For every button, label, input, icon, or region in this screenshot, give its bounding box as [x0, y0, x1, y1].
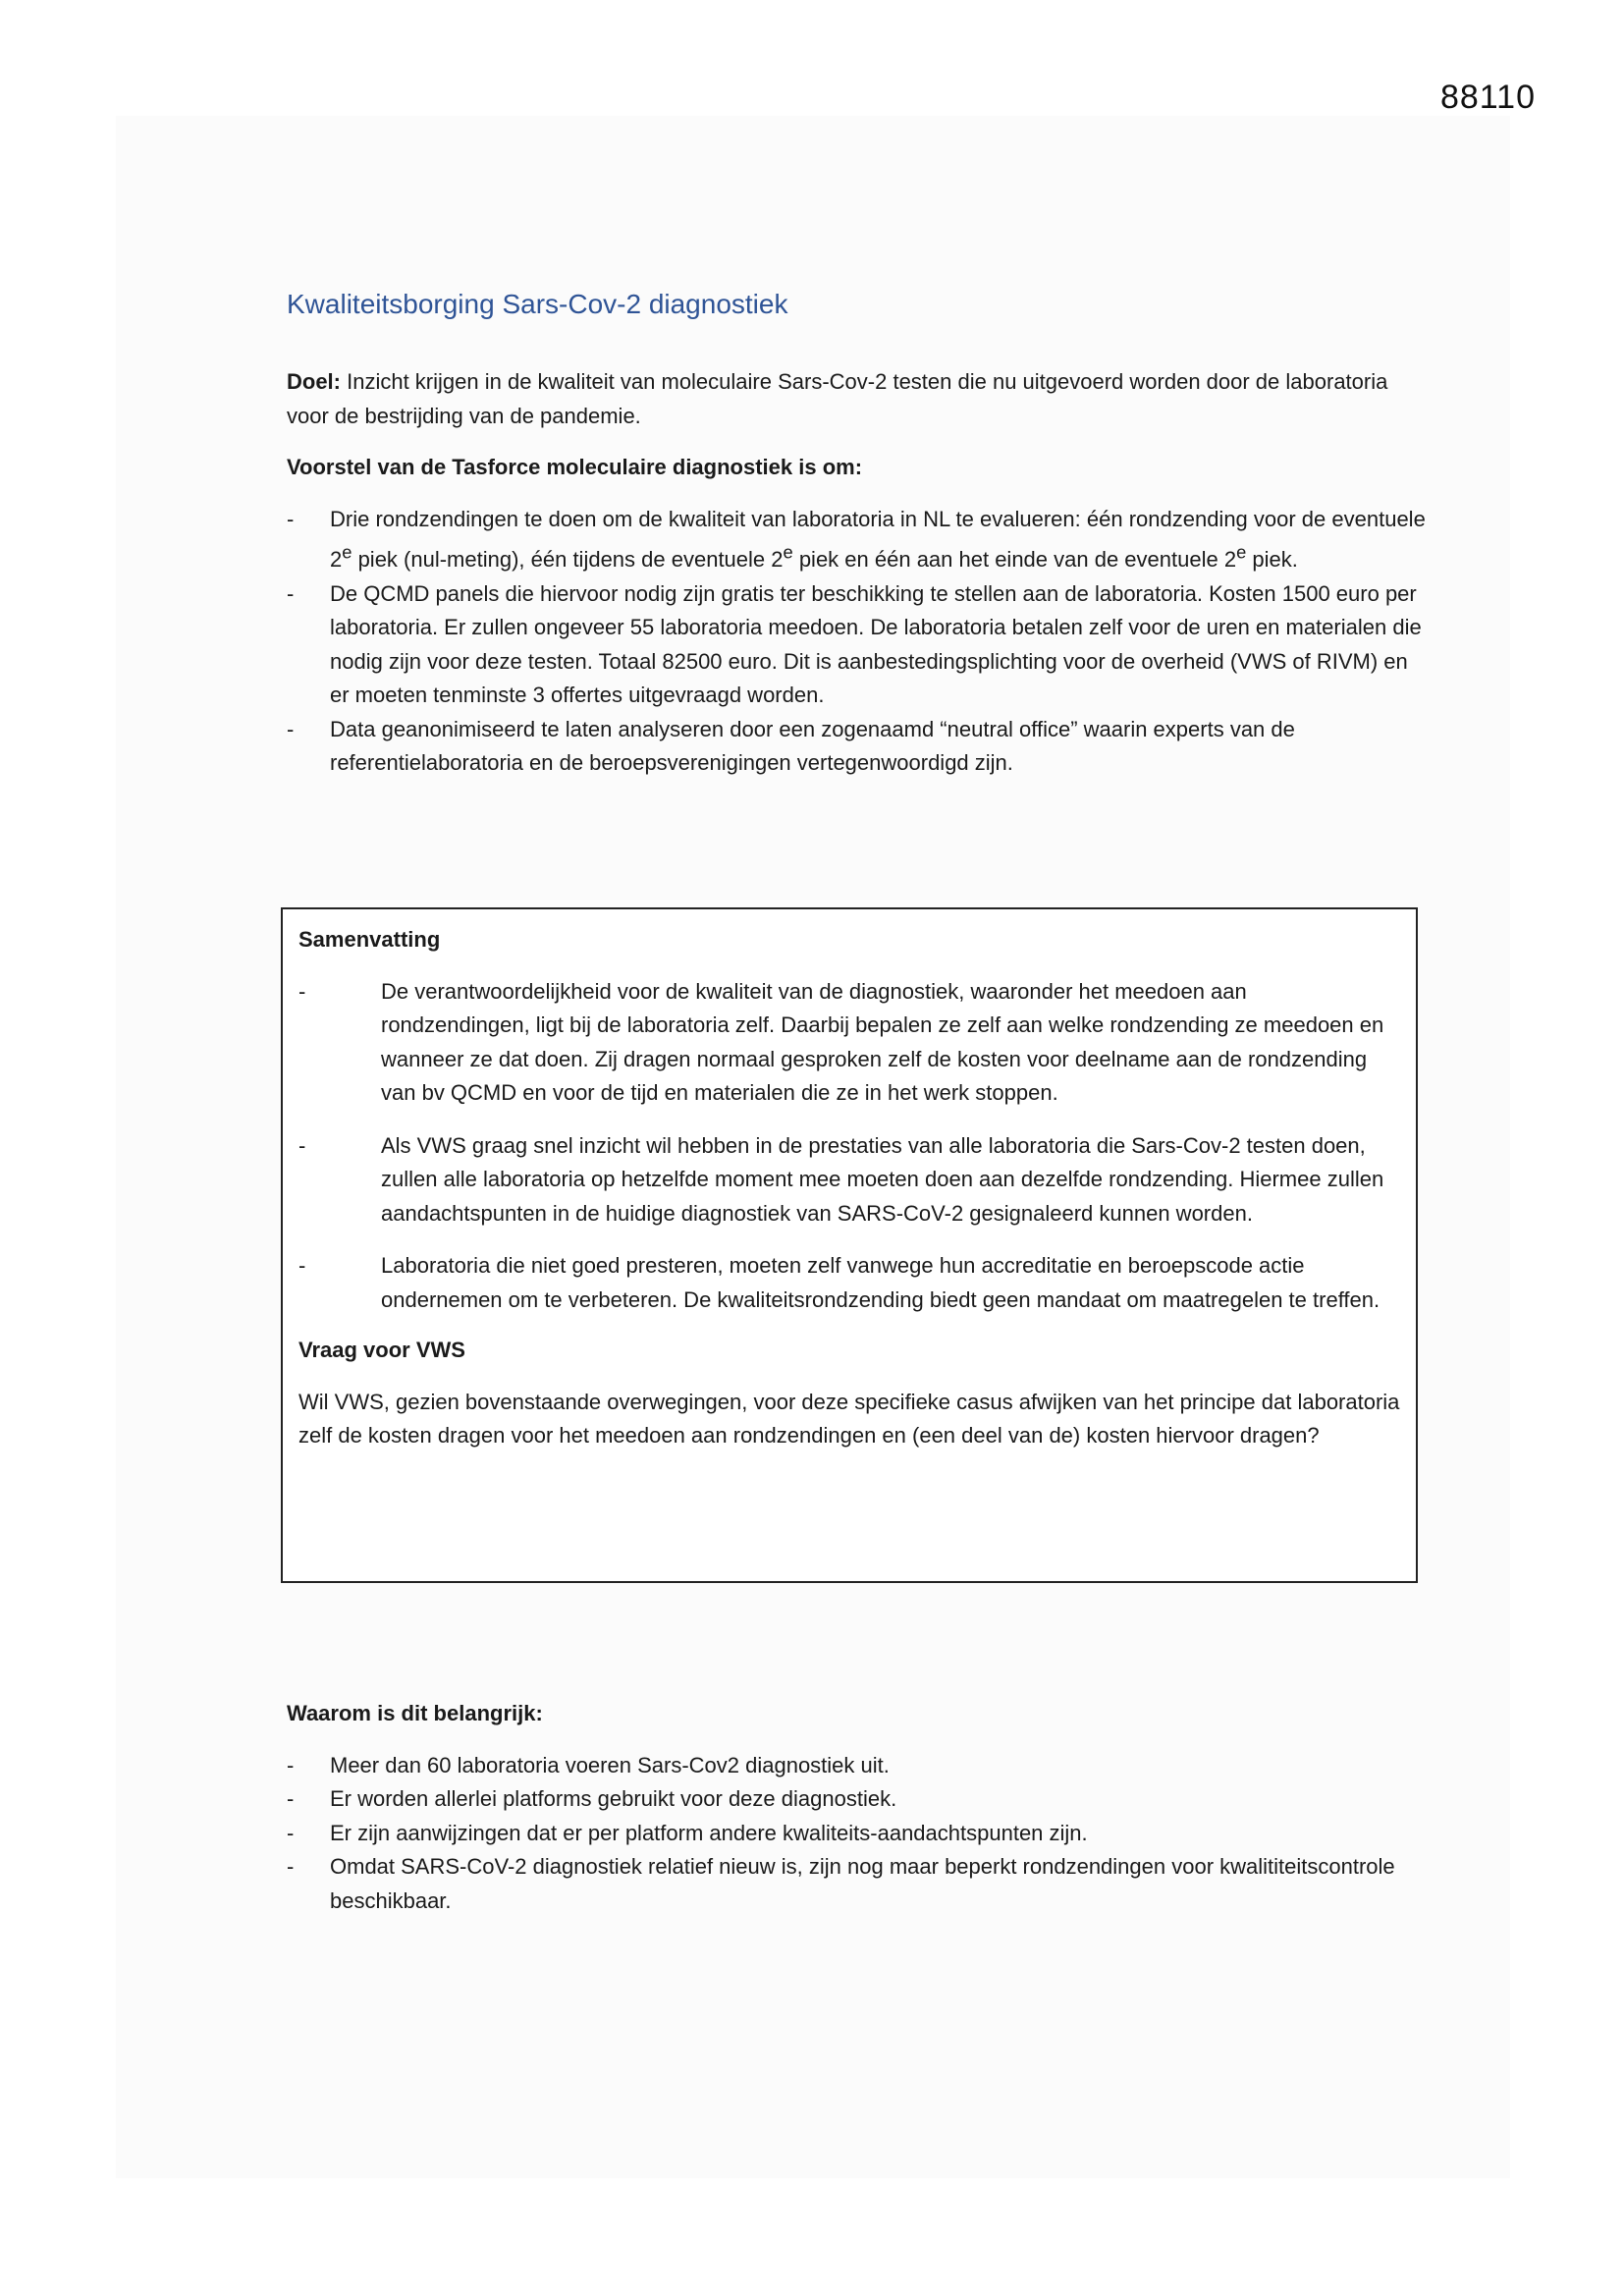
- samenvatting-item-text: Laboratoria die niet goed presteren, moeten zelf vanwege hun accreditatie en beroepscode actie ondernemen om te verbeteren. De kwaliteitsrondzending biedt geen mandaat om maatregelen te treffen.: [381, 1253, 1380, 1312]
- voorstel-item: [287, 713, 1426, 781]
- voorstel-item-text: De QCMD panels die hiervoor nodig zijn gratis ter beschikking te stellen aan de laboratoria. Kosten 1500 euro per laboratoria. Er zullen ongeveer 55 laboratoria meedoen. De laboratoria betalen zelf voor de uren en materialen die nodig zijn voor deze testen. Totaal 82500 euro. Dit is aanbestedingsplichting voor de overheid (VWS of RIVM) en er moeten tenminste 3 offertes uitgevraagd worden.: [330, 580, 1422, 708]
- waarom-item-text: Er worden allerlei platforms gebruikt voor deze diagnostiek.: [330, 1786, 897, 1811]
- waarom-item-text: Omdat SARS-CoV-2 diagnostiek relatief nieuw is, zijn nog maar beperkt rondzendingen voor kwalititeitscontrole beschikbaar.: [330, 1854, 1395, 1913]
- dash-bullet: -: [287, 580, 295, 606]
- voorstel-item: [287, 577, 1426, 713]
- voorstel-item: [287, 503, 1426, 577]
- doel-paragraph: [287, 365, 1426, 433]
- dash-bullet: -: [287, 716, 295, 741]
- dash-bullet: -: [287, 1786, 295, 1811]
- waarom-heading: Waarom is dit belangrijk:: [287, 1701, 543, 1725]
- waarom-item-text: Meer dan 60 laboratoria voeren Sars-Cov2 diagnostiek uit.: [330, 1752, 890, 1777]
- dash-bullet: -: [298, 1132, 306, 1158]
- voorstel-item-text: Data geanonimiseerd te laten analyseren door een zogenaamd “neutral office” waarin experts van de referentielaboratoria en de beroepsverenigingen vertegenwoordigd zijn.: [330, 716, 1295, 776]
- document-title: Kwaliteitsborging Sars-Cov-2 diagnostiek: [287, 289, 788, 319]
- doel-text: Inzicht krijgen in de kwaliteit van moleculaire Sars-Cov-2 testen die nu uitgevoerd worden door de laboratoria voor de bestrijding van de pandemie.: [287, 369, 1388, 428]
- samenvatting-heading: Samenvatting: [298, 927, 441, 952]
- samenvatting-item: [298, 1249, 1400, 1317]
- waarom-item-text: Er zijn aanwijzingen dat er per platform andere kwaliteits-aandachtspunten zijn.: [330, 1820, 1088, 1845]
- waarom-item: [287, 1850, 1426, 1918]
- samenvatting-list: [298, 975, 1400, 1318]
- vraag-text: Wil VWS, gezien bovenstaande overwegingen, voor deze specifieke casus afwijken van het principe dat laboratoria zelf de kosten dragen voor het meedoen aan rondzendingen en (een deel van de) kosten hiervoor dragen?: [298, 1389, 1400, 1448]
- samenvatting-item-text: Als VWS graag snel inzicht wil hebben in de prestaties van alle laboratoria die Sars-Cov-2 testen doen, zullen alle laboratoria op hetzelfde moment mee moeten doen aan dezelfde rondzending. Hiermee zullen aandachtspunten in de huidige diagnostiek van SARS-CoV-2 gesignaleerd kunnen worden.: [381, 1132, 1384, 1226]
- samenvatting-item-text: De verantwoordelijkheid voor de kwaliteit van de diagnostiek, waaronder het meedoen aan rondzendingen, ligt bij de laboratoria zelf. Daarbij bepalen ze zelf aan welke rondzending ze meedoen en wanneer ze dat doen. Zij dragen normaal gesproken zelf de kosten voor deelname aan de rondzending van bv QCMD en voor de tijd en materialen die ze in het werk stoppen.: [381, 978, 1384, 1105]
- vraag-heading: Vraag voor VWS: [298, 1338, 465, 1362]
- dash-bullet: -: [298, 1253, 306, 1278]
- voorstel-item-text: Drie rondzendingen te doen om de kwaliteit van laboratoria in NL te evalueren: één rondzending voor de eventuele 2e piek (nul-meting), één tijdens de eventuele 2e piek en één aan het einde van de eventuele 2e piek.: [330, 506, 1426, 573]
- samenvatting-box: [281, 907, 1418, 1583]
- dash-bullet: -: [287, 1820, 295, 1845]
- document-number: 88110: [1439, 79, 1536, 116]
- waarom-section: [287, 1697, 1426, 1918]
- dash-bullet: -: [298, 978, 306, 1004]
- waarom-item: [287, 1749, 1426, 1783]
- voorstel-heading: Voorstel van de Tasforce moleculaire diagnostiek is om:: [287, 455, 863, 479]
- samenvatting-item: [298, 975, 1400, 1111]
- voorstel-list: [287, 503, 1426, 781]
- waarom-item: [287, 1782, 1426, 1817]
- dash-bullet: -: [287, 1752, 295, 1777]
- dash-bullet: -: [287, 1854, 295, 1879]
- document-body: [287, 285, 1426, 781]
- waarom-list: [287, 1749, 1426, 1919]
- doel-label: Doel:: [287, 369, 341, 394]
- dash-bullet: -: [287, 506, 295, 531]
- samenvatting-item: [298, 1129, 1400, 1231]
- waarom-item: [287, 1817, 1426, 1851]
